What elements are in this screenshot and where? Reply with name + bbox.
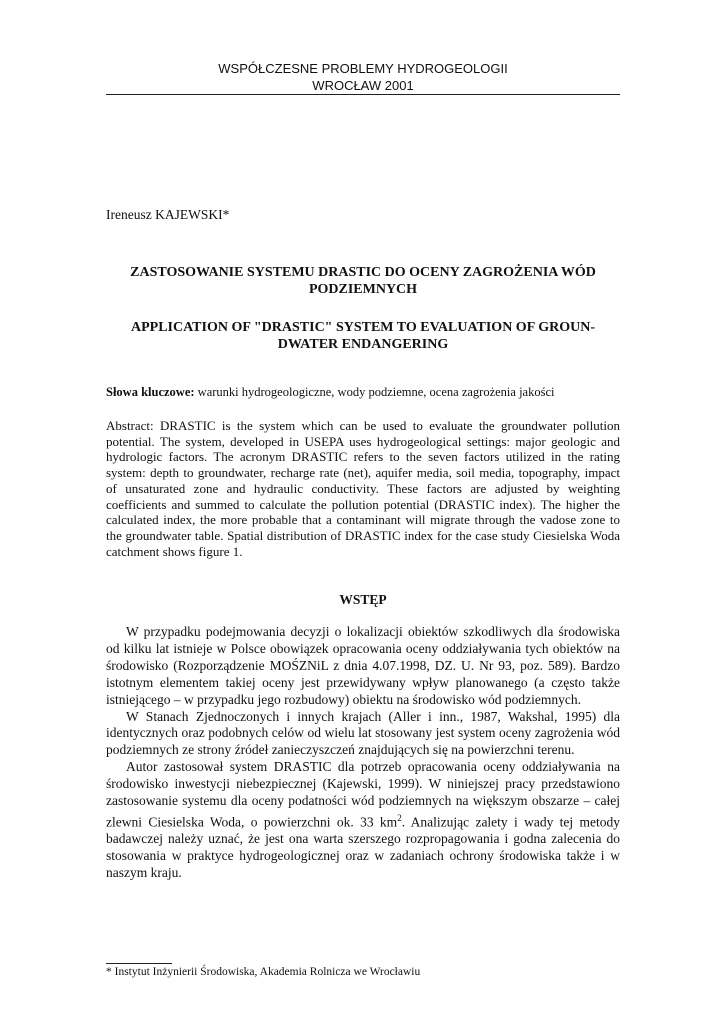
footnote: * Instytut Inżynierii Środowiska, Akademia Rolnicza we Wrocławiu xyxy=(106,966,421,978)
body-text xyxy=(106,624,620,882)
keywords xyxy=(106,385,620,400)
keywords-label: Słowa kluczowe: xyxy=(106,385,195,399)
title-english: APPLICATION OF "DRASTIC" SYSTEM TO EVALUATION OF GROUN-DWATER ENDANGERING xyxy=(131,320,595,352)
section-title: WSTĘP xyxy=(339,592,387,607)
author: Ireneusz KAJEWSKI* xyxy=(106,207,230,222)
title-polish: ZASTOSOWANIE SYSTEMU DRASTIC DO OCENY ZAGROŻENIA WÓD PODZIEMNYCH xyxy=(130,265,596,297)
paragraph xyxy=(106,759,620,882)
footnote-divider xyxy=(106,963,172,964)
paragraph: W Stanach Zjednoczonych i innych krajach (Aller i inn., 1987, Wakshal, 1995) dla identycznych oraz podobnych celów od wielu lat stosowany jest system oceny zagrożenia wód podziemnych ze strony źródeł zanieczyszczeń znajdujących się na powierzchni terenu. xyxy=(106,708,620,758)
abstract: Abstract: DRASTIC is the system which can be used to evaluate the groundwater pollution potential. The system, developed in USEPA uses hydrogeological settings: major geologic and hydrologic factors. The acronym DRASTIC refers to the seven factors utilized in the rating system: depth to groundwater, recharge rate (net), aquifer media, soil media, topography, impact of unsaturated zone and hydraulic conductivity. These factors are adjusted by weighting coefficients and summed to calculate the pollution potential (DRASTIC index). The higher the calculated index, the more probable that a contaminant will migrate through the vadose zone to the groundwater table. Spatial distribution of DRASTIC index for the case study Ciesielska Woda catchment shows figure 1. xyxy=(106,418,620,559)
paragraph-text: Autor zastosował system DRASTIC dla potrzeb opracowania oceny oddziaływania na środowisko inwestycji niebezpiecznej (Kajewski, 1999). W niniejszej pracy przedstawiono zastosowanie systemu dla oceny podatności wód podziemnych na większym obszarze – całej zlewni Ciesielska Woda, o powierzchni ok. 33 km xyxy=(106,759,620,830)
paragraph-text: . Analizując zalety i wady tej metody badawczej należy uznać, że jest ona warta szerszego rozpropagowania i godna zalecenia do stosowania w praktyce hydrogeologicznej oraz w zadaniach ochrony środowiska także i w naszym kraju. xyxy=(106,814,620,881)
header-place-year: WROCŁAW 2001 xyxy=(312,78,414,93)
keywords-text: warunki hydrogeologiczne, wody podziemne, ocena zagrożenia jakości xyxy=(197,385,555,399)
header-divider xyxy=(106,94,620,95)
paragraph: W przypadku podejmowania decyzji o lokalizacji obiektów szkodliwych dla środowiska od kilku lat istnieje w Polsce obowiązek opracowania oceny oddziaływania tych obiektów na środowisko (Rozporządzenie MOŚZNiL z dnia 4.07.1998, DZ. U. Nr 93, poz. 589). Bardzo istotnym elementem takiej oceny jest przewidywany wpływ planowanego (a często także istniejącego – w przypadku jego rozbudowy) obiektu na środowisko wód podziemnych. xyxy=(106,624,620,707)
superscript: 2 xyxy=(397,812,402,823)
running-header xyxy=(106,60,620,94)
header-journal-title: WSPÓŁCZESNE PROBLEMY HYDROGEOLOGII xyxy=(218,61,508,76)
